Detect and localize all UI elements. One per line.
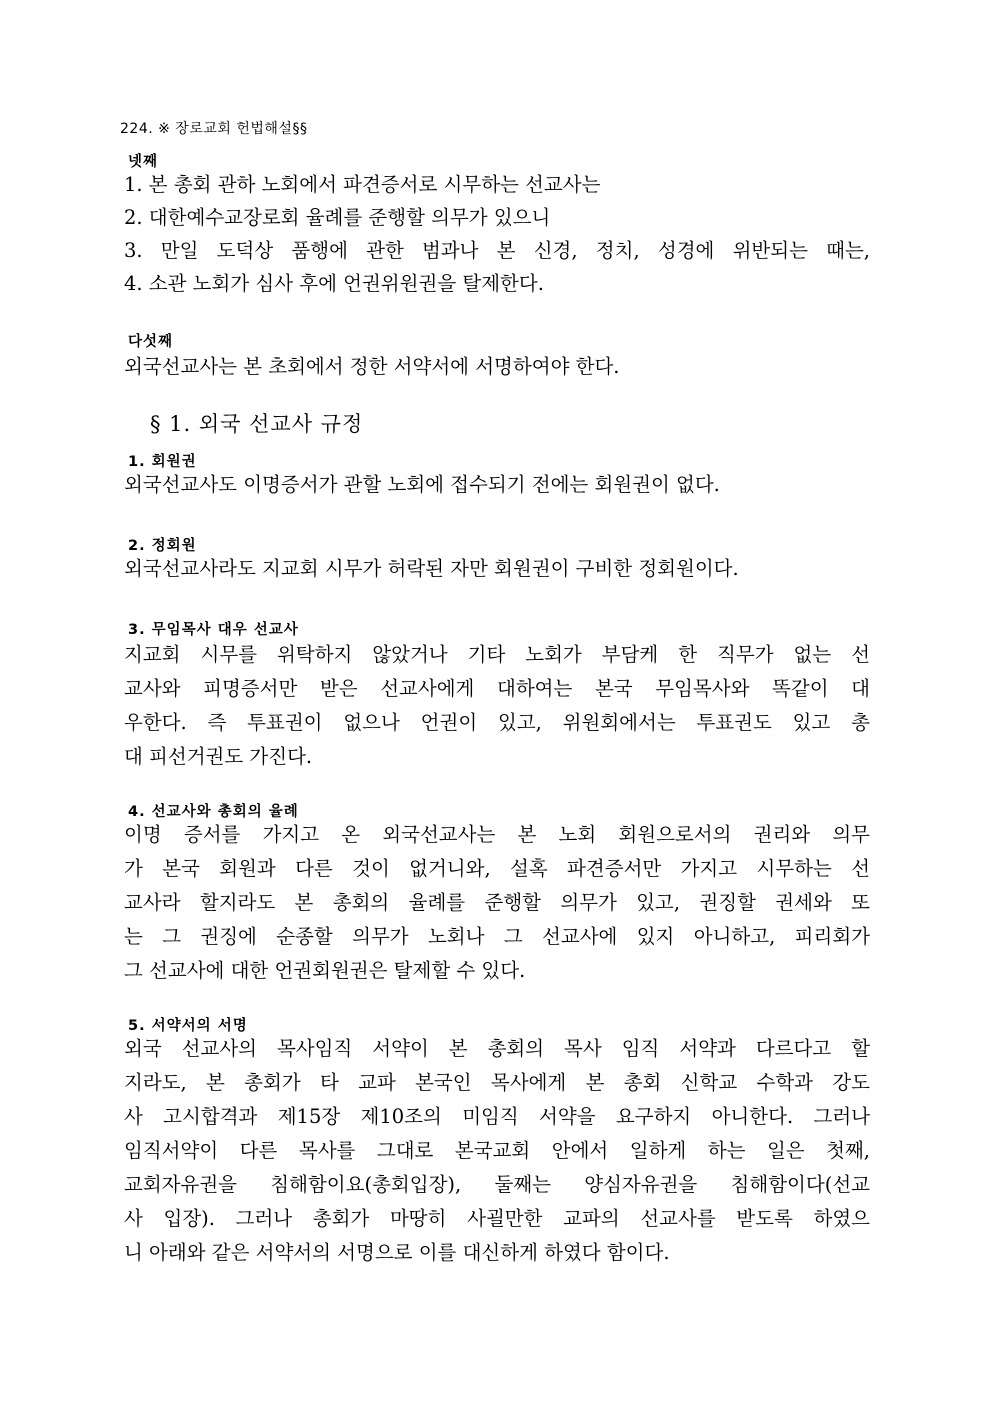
paragraph-line: 이명 증서를 가지고 온 외국선교사는 본 노회 회원으로서의 권리와 의무 [124,823,870,846]
paragraph-line: 사 입장). 그러나 총회가 마땅히 사괼만한 교파의 선교사를 받도록 하였으 [124,1207,870,1230]
paragraph-line: 지라도, 본 총회가 타 교파 본국인 목사에게 본 총회 신학교 수학과 강도 [124,1071,870,1094]
item-heading: 1. 회원권 [128,454,197,470]
paragraph-line: 는 그 권징에 순종할 의무가 노회나 그 선교사에 있지 아니하고, 피리회가 [124,925,870,948]
paragraph-line: 4. 소관 노회가 심사 후에 언권위원권을 탈제한다. [124,272,544,295]
paragraph-line: 외국선교사라도 지교회 시무가 허락된 자만 회원권이 구비한 정회원이다. [124,557,739,580]
paragraph-line: 3. 만일 도덕상 품행에 관한 범과나 본 신경, 정치, 성경에 위반되는 때는, [124,239,870,262]
item-heading: 3. 무임목사 대우 선교사 [128,622,299,638]
paragraph-line: 니 아래와 같은 서약서의 서명으로 이를 대신하게 하였다 함이다. [124,1241,670,1264]
paragraph-line: 지교회 시무를 위탁하지 않았거나 기타 노회가 부담케 한 직무가 없는 선 [124,643,870,666]
paragraph-line: 임직서약이 다른 목사를 그대로 본국교회 안에서 일하게 하는 일은 첫째, [124,1139,870,1162]
item-heading: 5. 서약서의 서명 [128,1018,248,1034]
paragraph-line: 우한다. 즉 투표권이 없으나 언권이 있고, 위원회에서는 투표권도 있고 총 [124,711,870,734]
page-header: 224. ※ 장로교회 헌법해설§§ [120,121,308,137]
paragraph-line: 가 본국 회원과 다른 것이 없거니와, 설혹 파견증서만 가지고 시무하는 선 [124,857,870,880]
section-heading-fifth: 다섯째 [128,334,174,350]
paragraph-line: 그 선교사에 대한 언권회원권은 탈제할 수 있다. [124,959,526,982]
section-title: § 1. 외국 선교사 규정 [150,412,364,436]
paragraph-line: 교사라 할지라도 본 총회의 율례를 준행할 의무가 있고, 권징할 권세와 또 [124,891,870,914]
paragraph-line: 교사와 피명증서만 받은 선교사에게 대하여는 본국 무임목사와 똑같이 대 [124,677,870,700]
section-heading-fourth: 넷째 [128,154,159,170]
paragraph-line: 사 고시합격과 제15장 제10조의 미임직 서약을 요구하지 아니한다. 그러나 [124,1105,870,1128]
paragraph-line: 외국 선교사의 목사임직 서약이 본 총회의 목사 임직 서약과 다르다고 할 [124,1037,870,1060]
item-heading: 4. 선교사와 총회의 율례 [128,804,299,820]
paragraph-line: 1. 본 총회 관하 노회에서 파견증서로 시무하는 선교사는 [124,173,601,196]
item-heading: 2. 정회원 [128,538,197,554]
paragraph-line: 외국선교사도 이명증서가 관할 노회에 접수되기 전에는 회원권이 없다. [124,473,720,496]
paragraph-line: 외국선교사는 본 초회에서 정한 서약서에 서명하여야 한다. [124,355,620,378]
paragraph-line: 2. 대한예수교장로회 율례를 준행할 의무가 있으니 [124,206,551,229]
paragraph-line: 대 피선거권도 가진다. [124,745,313,768]
paragraph-line: 교회자유권을 침해함이요(총회입장), 둘째는 양심자유권을 침해함이다(선교 [124,1173,870,1196]
